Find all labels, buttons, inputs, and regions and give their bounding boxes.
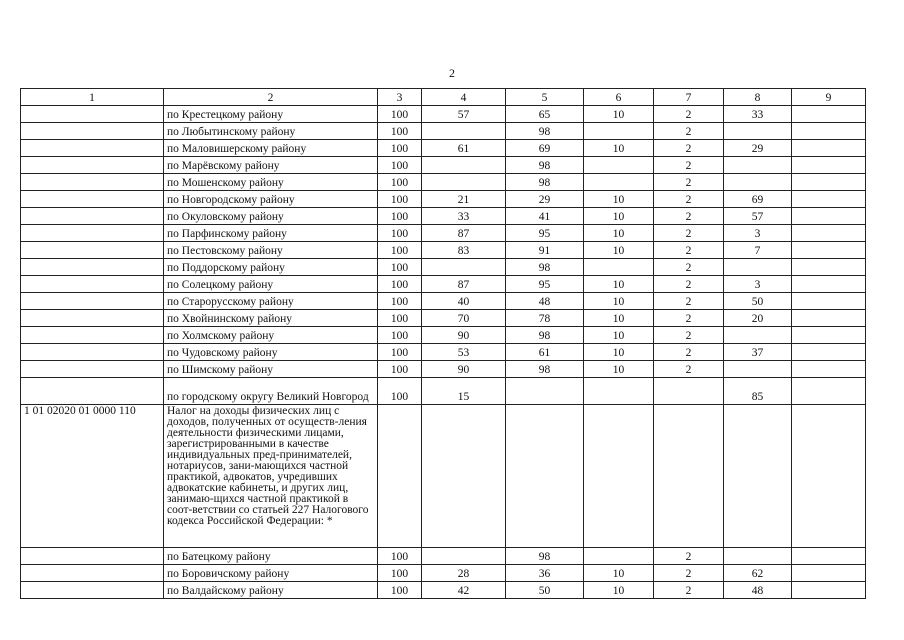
table-row — [21, 548, 866, 565]
code-cell — [21, 378, 164, 405]
value-cell-col-6: 10 — [584, 106, 654, 123]
description-cell: по Батецкому району — [164, 548, 378, 565]
column-header-8: 8 — [724, 89, 792, 106]
value-cell-col-3: 100 — [378, 106, 422, 123]
code-cell — [21, 225, 164, 242]
table-row — [21, 140, 866, 157]
table-row — [21, 565, 866, 582]
value-cell-col-8 — [724, 157, 792, 174]
value-cell-col-6 — [584, 174, 654, 191]
value-cell-col-7: 2 — [654, 208, 724, 225]
value-cell-col-3: 100 — [378, 191, 422, 208]
value-cell-col-3: 100 — [378, 242, 422, 259]
code-cell — [21, 208, 164, 225]
table-body — [21, 106, 866, 599]
value-cell-col-3: 100 — [378, 582, 422, 599]
description-cell: по Старорусскому району — [164, 293, 378, 310]
code-cell — [21, 293, 164, 310]
value-cell-col-9 — [792, 208, 866, 225]
description-cell: по Хвойнинскому району — [164, 310, 378, 327]
table-row — [21, 293, 866, 310]
value-cell-col-5: 69 — [506, 140, 584, 157]
value-cell-col-9 — [792, 344, 866, 361]
column-header-5: 5 — [506, 89, 584, 106]
value-cell-col-4: 28 — [422, 565, 506, 582]
value-cell-col-9 — [792, 242, 866, 259]
value-cell-col-8: 3 — [724, 276, 792, 293]
table-row — [21, 242, 866, 259]
value-cell-col-8: 33 — [724, 106, 792, 123]
code-cell — [21, 548, 164, 565]
value-cell-col-3: 100 — [378, 123, 422, 140]
value-cell-col-9 — [792, 361, 866, 378]
value-cell-col-3: 100 — [378, 378, 422, 405]
tax-distribution-table — [20, 88, 866, 599]
description-cell: по Солецкому району — [164, 276, 378, 293]
table-row — [21, 208, 866, 225]
value-cell-col-9 — [792, 157, 866, 174]
value-cell-col-4: 90 — [422, 361, 506, 378]
table-row — [21, 174, 866, 191]
code-cell — [21, 191, 164, 208]
value-cell-col-3: 100 — [378, 276, 422, 293]
description-cell: по Холмскому району — [164, 327, 378, 344]
value-cell-col-9 — [792, 123, 866, 140]
value-cell-col-7: 2 — [654, 140, 724, 157]
description-cell: по Новгородскому району — [164, 191, 378, 208]
value-cell-col-5 — [506, 378, 584, 405]
value-cell-col-6: 10 — [584, 565, 654, 582]
code-cell — [21, 327, 164, 344]
table-row — [21, 157, 866, 174]
value-cell-col-9 — [792, 174, 866, 191]
value-cell-col-9 — [792, 276, 866, 293]
value-cell-col-7: 2 — [654, 174, 724, 191]
value-cell-col-3: 100 — [378, 310, 422, 327]
value-cell-col-6 — [584, 259, 654, 276]
table-row — [21, 259, 866, 276]
value-cell-col-7: 2 — [654, 225, 724, 242]
value-cell-col-4: 42 — [422, 582, 506, 599]
value-cell-col-9 — [792, 405, 866, 548]
value-cell-col-9 — [792, 259, 866, 276]
column-header-6: 6 — [584, 89, 654, 106]
value-cell-col-3: 100 — [378, 140, 422, 157]
value-cell-col-9 — [792, 225, 866, 242]
value-cell-col-7: 2 — [654, 242, 724, 259]
description-cell: по Любытинскому району — [164, 123, 378, 140]
value-cell-col-8 — [724, 259, 792, 276]
table-row — [21, 327, 866, 344]
code-cell — [21, 276, 164, 293]
value-cell-col-6: 10 — [584, 225, 654, 242]
value-cell-col-5: 98 — [506, 327, 584, 344]
column-header-2: 2 — [164, 89, 378, 106]
value-cell-col-5: 65 — [506, 106, 584, 123]
value-cell-col-5: 98 — [506, 361, 584, 378]
column-header-1: 1 — [21, 89, 164, 106]
value-cell-col-5: 41 — [506, 208, 584, 225]
value-cell-col-4: 87 — [422, 225, 506, 242]
value-cell-col-3: 100 — [378, 344, 422, 361]
value-cell-col-7: 2 — [654, 259, 724, 276]
value-cell-col-7: 2 — [654, 123, 724, 140]
value-cell-col-7: 2 — [654, 548, 724, 565]
description-cell: по Чудовскому району — [164, 344, 378, 361]
value-cell-col-3: 100 — [378, 548, 422, 565]
value-cell-col-3: 100 — [378, 225, 422, 242]
value-cell-col-4 — [422, 548, 506, 565]
value-cell-col-3: 100 — [378, 293, 422, 310]
value-cell-col-6: 10 — [584, 208, 654, 225]
value-cell-col-6: 10 — [584, 242, 654, 259]
value-cell-col-4: 90 — [422, 327, 506, 344]
value-cell-col-5: 78 — [506, 310, 584, 327]
value-cell-col-7: 2 — [654, 293, 724, 310]
code-cell — [21, 140, 164, 157]
value-cell-col-9 — [792, 106, 866, 123]
value-cell-col-8 — [724, 327, 792, 344]
description-cell: по Боровичскому району — [164, 565, 378, 582]
value-cell-col-8 — [724, 548, 792, 565]
value-cell-col-9 — [792, 582, 866, 599]
code-cell — [21, 157, 164, 174]
description-cell: по Марёвскому району — [164, 157, 378, 174]
value-cell-col-5: 91 — [506, 242, 584, 259]
value-cell-col-5: 98 — [506, 157, 584, 174]
value-cell-col-6: 10 — [584, 310, 654, 327]
value-cell-col-5: 48 — [506, 293, 584, 310]
description-cell: по Маловишерскому району — [164, 140, 378, 157]
value-cell-col-6: 10 — [584, 582, 654, 599]
code-cell — [21, 361, 164, 378]
value-cell-col-5: 95 — [506, 276, 584, 293]
value-cell-col-3: 100 — [378, 565, 422, 582]
value-cell-col-7: 2 — [654, 327, 724, 344]
value-cell-col-7: 2 — [654, 157, 724, 174]
value-cell-col-9 — [792, 565, 866, 582]
description-cell: по Валдайскому району — [164, 582, 378, 599]
code-cell — [21, 310, 164, 327]
value-cell-col-7 — [654, 378, 724, 405]
value-cell-col-4 — [422, 157, 506, 174]
code-cell — [21, 106, 164, 123]
value-cell-col-5: 98 — [506, 548, 584, 565]
value-cell-col-4: 61 — [422, 140, 506, 157]
value-cell-col-7: 2 — [654, 344, 724, 361]
value-cell-col-4 — [422, 123, 506, 140]
value-cell-col-6 — [584, 378, 654, 405]
value-cell-col-6: 10 — [584, 276, 654, 293]
value-cell-col-3: 100 — [378, 157, 422, 174]
code-cell — [21, 582, 164, 599]
description-cell: Налог на доходы физических лиц с доходов, полученных от осуществ-ления деятельности физическими лицами, зарегистрированными в качестве индивидуальных пред-принимателей, нотариусов, зани-мающихся частной практикой, адвокатов, учредивших адвокатские кабинеты, и других лиц, занимаю-щихся частной практикой в соот-ветствии со статьей 227 Налогового кодекса Российской Федерации: * — [164, 405, 378, 548]
value-cell-col-7: 2 — [654, 361, 724, 378]
table-row — [21, 405, 866, 548]
table-row — [21, 310, 866, 327]
value-cell-col-9 — [792, 378, 866, 405]
value-cell-col-5: 98 — [506, 174, 584, 191]
value-cell-col-6 — [584, 405, 654, 548]
table-row — [21, 344, 866, 361]
code-cell — [21, 259, 164, 276]
value-cell-col-6: 10 — [584, 344, 654, 361]
value-cell-col-4: 15 — [422, 378, 506, 405]
column-header-3: 3 — [378, 89, 422, 106]
table-row — [21, 361, 866, 378]
value-cell-col-4 — [422, 174, 506, 191]
value-cell-col-3: 100 — [378, 174, 422, 191]
value-cell-col-7: 2 — [654, 582, 724, 599]
value-cell-col-9 — [792, 293, 866, 310]
value-cell-col-8: 69 — [724, 191, 792, 208]
code-cell — [21, 123, 164, 140]
description-cell: по Пестовскому району — [164, 242, 378, 259]
value-cell-col-4 — [422, 405, 506, 548]
value-cell-col-3: 100 — [378, 208, 422, 225]
value-cell-col-8: 29 — [724, 140, 792, 157]
value-cell-col-8: 50 — [724, 293, 792, 310]
table-row — [21, 582, 866, 599]
value-cell-col-4: 33 — [422, 208, 506, 225]
description-cell: по Поддорскому району — [164, 259, 378, 276]
value-cell-col-7: 2 — [654, 565, 724, 582]
value-cell-col-3: 100 — [378, 259, 422, 276]
value-cell-col-8: 48 — [724, 582, 792, 599]
column-header-7: 7 — [654, 89, 724, 106]
code-cell — [21, 565, 164, 582]
value-cell-col-4: 83 — [422, 242, 506, 259]
value-cell-col-7: 2 — [654, 191, 724, 208]
value-cell-col-4: 57 — [422, 106, 506, 123]
value-cell-col-8 — [724, 174, 792, 191]
description-cell: по Окуловскому району — [164, 208, 378, 225]
table-header — [21, 89, 866, 106]
value-cell-col-8: 85 — [724, 378, 792, 405]
value-cell-col-4: 70 — [422, 310, 506, 327]
value-cell-col-9 — [792, 548, 866, 565]
value-cell-col-8: 37 — [724, 344, 792, 361]
table-row — [21, 378, 866, 405]
value-cell-col-5: 95 — [506, 225, 584, 242]
value-cell-col-6: 10 — [584, 191, 654, 208]
value-cell-col-5: 36 — [506, 565, 584, 582]
value-cell-col-5: 98 — [506, 123, 584, 140]
value-cell-col-6: 10 — [584, 140, 654, 157]
description-cell: по городскому округу Великий Новгород — [164, 378, 378, 405]
value-cell-col-6: 10 — [584, 293, 654, 310]
value-cell-col-4 — [422, 259, 506, 276]
value-cell-col-5: 98 — [506, 259, 584, 276]
value-cell-col-8 — [724, 361, 792, 378]
value-cell-col-8: 20 — [724, 310, 792, 327]
value-cell-col-3: 100 — [378, 361, 422, 378]
value-cell-col-6: 10 — [584, 327, 654, 344]
value-cell-col-7: 2 — [654, 106, 724, 123]
description-cell: по Шимскому району — [164, 361, 378, 378]
value-cell-col-4: 21 — [422, 191, 506, 208]
page-number: 2 — [449, 66, 455, 80]
value-cell-col-5: 50 — [506, 582, 584, 599]
value-cell-col-9 — [792, 140, 866, 157]
value-cell-col-6 — [584, 157, 654, 174]
value-cell-col-8: 3 — [724, 225, 792, 242]
value-cell-col-6: 10 — [584, 361, 654, 378]
value-cell-col-9 — [792, 191, 866, 208]
description-cell: по Парфинскому району — [164, 225, 378, 242]
header-row — [21, 89, 866, 106]
table-row — [21, 191, 866, 208]
code-cell — [21, 344, 164, 361]
value-cell-col-9 — [792, 310, 866, 327]
value-cell-col-8 — [724, 405, 792, 548]
value-cell-col-5 — [506, 405, 584, 548]
table-row — [21, 276, 866, 293]
value-cell-col-7 — [654, 405, 724, 548]
value-cell-col-3: 100 — [378, 327, 422, 344]
table-row — [21, 225, 866, 242]
value-cell-col-4: 87 — [422, 276, 506, 293]
code-cell — [21, 242, 164, 259]
value-cell-col-7: 2 — [654, 310, 724, 327]
column-header-4: 4 — [422, 89, 506, 106]
description-cell: по Мошенскому району — [164, 174, 378, 191]
value-cell-col-4: 40 — [422, 293, 506, 310]
value-cell-col-4: 53 — [422, 344, 506, 361]
value-cell-col-9 — [792, 327, 866, 344]
column-header-9: 9 — [792, 89, 866, 106]
value-cell-col-8: 57 — [724, 208, 792, 225]
value-cell-col-3 — [378, 405, 422, 548]
value-cell-col-6 — [584, 548, 654, 565]
value-cell-col-5: 61 — [506, 344, 584, 361]
value-cell-col-8: 7 — [724, 242, 792, 259]
value-cell-col-6 — [584, 123, 654, 140]
table-row — [21, 123, 866, 140]
value-cell-col-8 — [724, 123, 792, 140]
code-cell — [21, 174, 164, 191]
value-cell-col-8: 62 — [724, 565, 792, 582]
value-cell-col-7: 2 — [654, 276, 724, 293]
code-cell: 1 01 02020 01 0000 110 — [21, 405, 164, 548]
table-row — [21, 106, 866, 123]
value-cell-col-5: 29 — [506, 191, 584, 208]
description-cell: по Крестецкому району — [164, 106, 378, 123]
